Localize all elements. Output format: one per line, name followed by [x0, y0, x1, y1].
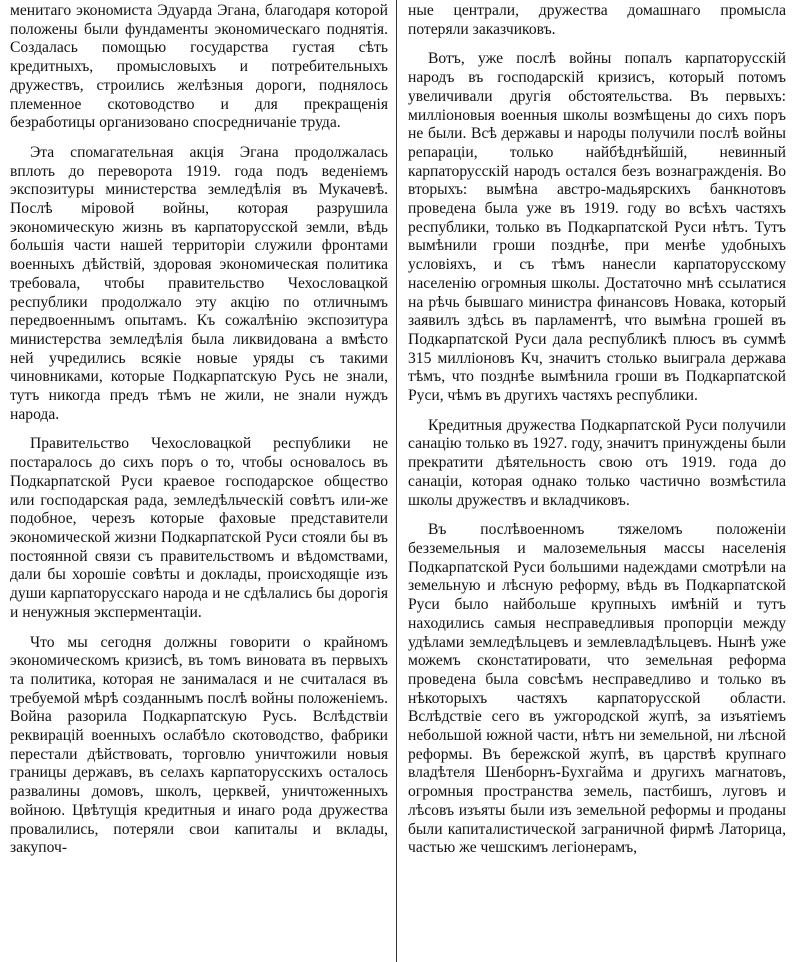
paragraph: Что мы сегодня должны говорити о крайномъ экономическомъ кризисѣ, въ томъ виновата въ первыхъ та политика, которая не занималася и не считалася въ требуемой мѣрѣ созданнымъ послѣ войны положеніемъ. Война разорила Подкарпатскую Русь. Вслѣдствіи реквирацій военныхъ ослабѣло скотоводство, фабрики перестали дѣйствовать, торговлю уничтожили новыя границы державъ, въ селахъ карпаторусскихъ осталось развалины домовъ, школъ, церквей, уничтоженныхъ войною. Цвѣтущія кредитныя и инаго рода дружества провалились, потеряли свои капиталы и вклады, закупоч-: [10, 633, 388, 857]
paragraph: Эта спомагательная акція Эгана продолжалась вплоть до переворота 1919. года подъ веденіемъ экспозитуры министерства земледѣлія въ Мукачевѣ. Послѣ міровой войны, которая разрушила экономическую жизнь въ карпаторусской земли, вѣдь большія части нашей территоріи служили фронтами военныхъ дѣйствій, здоровая экономическая политика требовала, чтобы правительство Чехословацкой республики продолжало эту акцію по отличнымъ передвоеннымъ опытамъ. Къ сожалѣнію экспозитура министерства земледѣлія была ликвидована а вмѣсто ней учредились всякіе новые уряды съ такими чиновниками, которые Подкарпатскую Русь не знали, тутъ никогда предъ тѣмъ не жили, не знали нуждъ народа.: [10, 143, 388, 423]
paragraph: Вотъ, уже послѣ войны попалъ карпаторусскій народъ въ господарскій кризисъ, который потомъ увеличивали другія обстоятельства. Въ первыхъ: милліоновыя военныя школы возмѣщены до сихъ поръ не были. Всѣ державы и народы получили послѣ войны репараціи, только найбѣднѣйшій, невинный карпаторусскій народъ остался безъ вознагражденія. Во вторыхъ: вымѣна австро-мадьярскихъ банкнотовъ проведена была уже въ 1919. году во всѣхъ частяхъ республики, только въ Подкарпатской Руси нѣтъ. Тутъ вымѣнили гроши позднѣе, при менѣе удобныхъ условіяхъ, и съ тѣмъ нанесли карпаторусскому населенію огромныя школы. Достаточно мнѣ ссылатися на рѣчь бывшаго министра финансовъ Новака, который заявилъ здѣсь въ парламентѣ, что вымѣна грошей въ Подкарпатской Руси дала республикѣ плюсъ въ суммѣ 315 милліоновъ Кч, значитъ столько выиграла держава тѣмъ, что позднѣе вымѣнила гроши въ Подкарпатской Руси, чѣмъ въ другихъ частяхъ республики.: [408, 50, 786, 405]
paragraph: Кредитныя дружества Подкарпатской Руси получили санацію только въ 1927. году, значитъ принуждены были прекратити дѣятельность свою отъ 1919. года до санаціи, которая однако только частично возмѣстила школы дружествъ и вкладчиковъ.: [408, 416, 786, 509]
paragraph: Правительство Чехословацкой республики не постаралось до сихъ поръ о то, чтобы основалось въ Подкарпатской Руси краевое господарское общество или господарская рада, земледѣльческій совѣтъ или-же подобное, черезъ которые фаховые представители экономической жизни Подкарпатской Руси стояли бы въ постоянной связи съ правительствомъ и вѣдомствами, дали бы хорошіе совѣты и доклады, происходящіе изъ души карпаторусскаго народа и не сдѣлались бы дорогія и ненужныя эксперментаціи.: [10, 435, 388, 621]
column-divider: [396, 0, 397, 962]
paragraph: менитаго экономиста Эдуарда Эгана, благодаря которой положены были фундаменты экономическаго поднятія. Создалась помощью государства густая сѣть кредитныхъ, промысловыхъ и потребительныхъ дружествъ, строились желѣзныя дороги, поднялось племенное скотоводство и для прекращенія безработицы организовано спосредничаніе труда.: [10, 2, 388, 132]
left-column: [10, 2, 388, 858]
right-column: [408, 2, 786, 858]
paragraph: ные централи, дружества домашнаго промысла потеряли заказчиковъ.: [408, 2, 786, 38]
paragraph: Въ послѣвоенномъ тяжеломъ положеніи безземельныя и малоземельныя массы населенія Подкарпатской Руси большими надеждами смотрѣли на земельную и лѣсную реформу, вѣдь въ Подкарпатской Руси было найбольше крупныхъ имѣній и тутъ находились самыя несправедливыя пропорціи между удѣлами земледѣльцевъ и землевладѣльцевъ. Нынѣ уже можемъ сконстатировати, что земельная реформа проведена была совсѣмъ несправедливо и только въ нѣкоторыхъ частяхъ карпаторусской области. Вслѣдствіе сего въ ужгородской жупѣ, за изъятіемъ небольшой южной части, нѣтъ ни земельной, ни лѣсной реформы. Въ бережской жупѣ, въ царствѣ крупнаго владѣтеля Шенборнъ-Бухгайма и другихъ магнатовъ, огромныя пространства земель, пастбишъ, луговъ и лѣсовъ изъяты были изъ земельной реформы и проданы были капиталистической заграничной фирмѣ Латорица, частью же чешскимъ легіонерамъ,: [408, 521, 786, 857]
